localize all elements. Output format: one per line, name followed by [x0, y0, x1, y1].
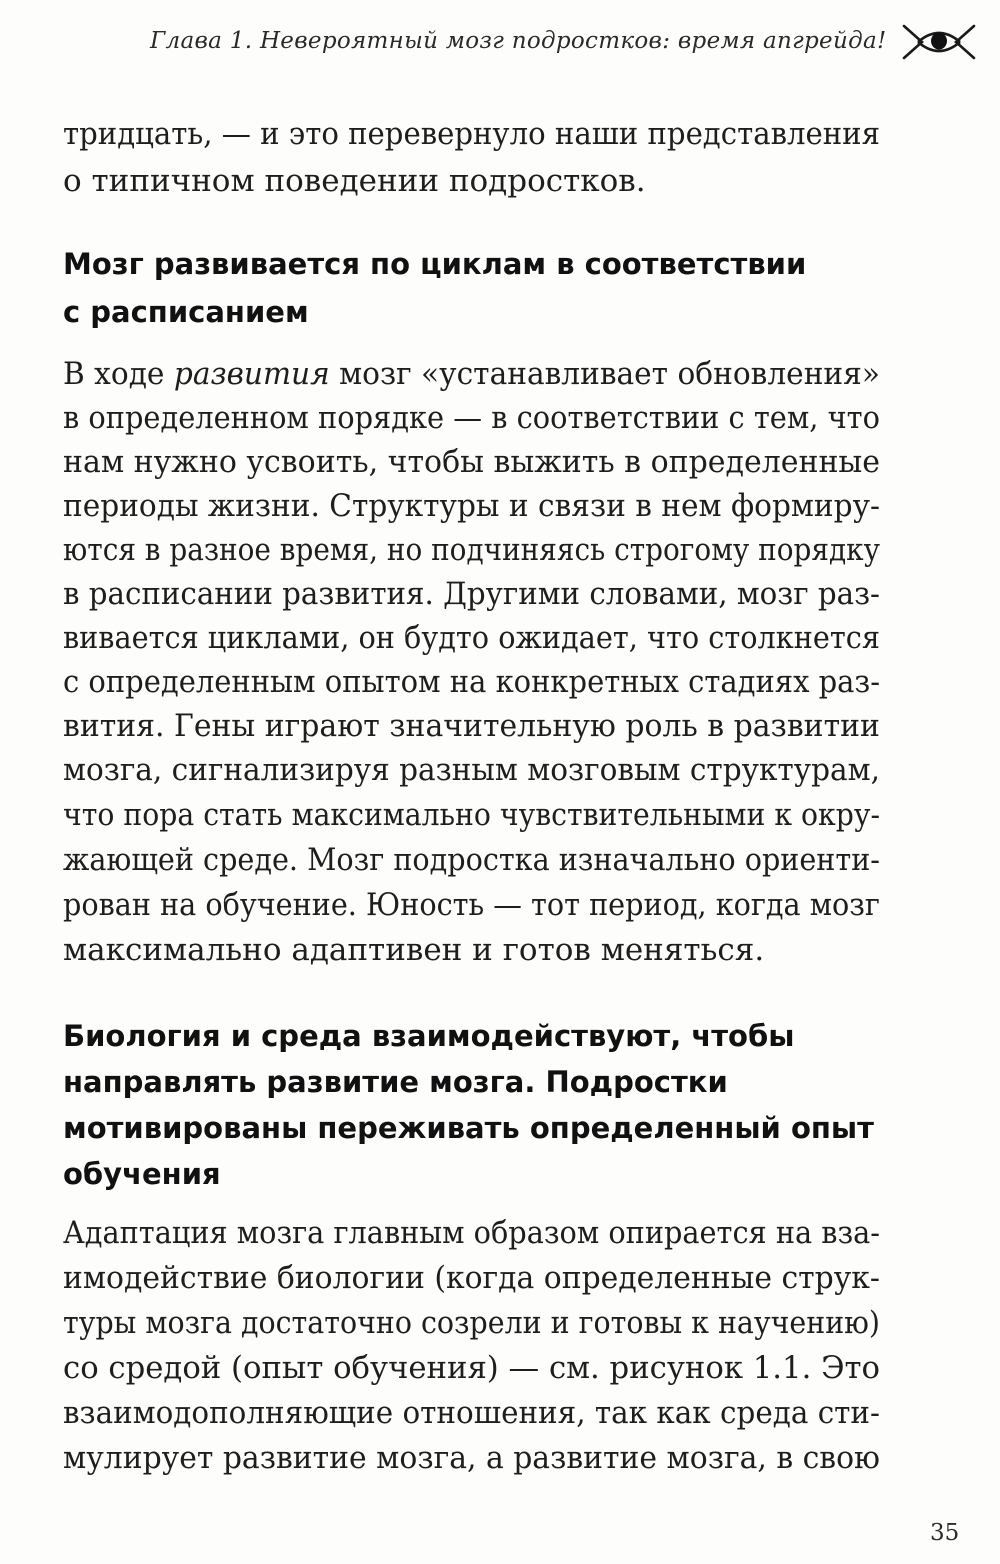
paragraph-line: с определенным опытом на конкретных стадиях раз- — [63, 664, 881, 700]
section-heading: с расписанием — [63, 295, 309, 329]
paragraph-line: вития. Гены играют значительную роль в развитии — [63, 708, 880, 744]
paragraph-line: В ходе развития мозг «устанавливает обновления» — [63, 356, 880, 392]
paragraph-line: имодействие биологии (когда определенные струк- — [63, 1260, 881, 1296]
section-heading: Биология и среда взаимодействуют, чтобы — [63, 1019, 795, 1053]
paragraph-line: в определенном порядке — в соответствии с тем, что — [63, 400, 880, 436]
paragraph-line: максимально адаптивен и готов меняться. — [63, 932, 765, 968]
running-head: Глава 1. Невероятный мозг подростков: время апгрейда! — [150, 28, 887, 54]
paragraph-line: вивается циклами, он будто ожидает, что столкнется — [63, 620, 880, 656]
section-heading: направлять развитие мозга. Подростки — [63, 1065, 728, 1099]
eye-icon — [900, 22, 978, 62]
paragraph-line: нам нужно усвоить, чтобы выжить в определенные — [63, 444, 881, 480]
paragraph-line: ются в разное время, но подчиняясь строгому порядку — [63, 532, 881, 568]
intro-line: тридцать, — и это перевернуло наши представления — [63, 116, 880, 152]
paragraph-line: жающей среде. Мозг подростка изначально ориенти- — [63, 842, 880, 878]
paragraph-line: рован на обучение. Юность — тот период, когда мозг — [63, 887, 880, 923]
paragraph-line: в расписании развития. Другими словами, мозг раз- — [63, 576, 880, 612]
emphasized-word: развития — [173, 356, 330, 392]
paragraph-line: туры мозга достаточно созрели и готовы к научению) — [63, 1305, 881, 1341]
paragraph-line: периоды жизни. Структуры и связи в нем формиру- — [63, 488, 881, 524]
paragraph-line: что пора стать максимально чувствительными к окру- — [63, 797, 881, 833]
section-heading: мотивированы переживать определенный опыт — [63, 1111, 874, 1145]
intro-line: о типичном поведении подростков. — [63, 163, 646, 199]
paragraph-line: со средой (опыт обучения) — см. рисунок 1.1. Это — [63, 1350, 881, 1386]
section-heading: обучения — [63, 1157, 221, 1191]
paragraph-line: мозга, сигнализируя разным мозговым структурам, — [63, 752, 880, 788]
paragraph-line: Адаптация мозга главным образом опирается на вза- — [63, 1215, 881, 1251]
section-heading: Мозг развивается по циклам в соответствии — [63, 247, 807, 281]
paragraph-line: мулирует развитие мозга, а развитие мозга, в свою — [63, 1440, 881, 1476]
page-number: 35 — [930, 1520, 960, 1546]
paragraph-line: взаимодополняющие отношения, так как среда сти- — [63, 1395, 880, 1431]
